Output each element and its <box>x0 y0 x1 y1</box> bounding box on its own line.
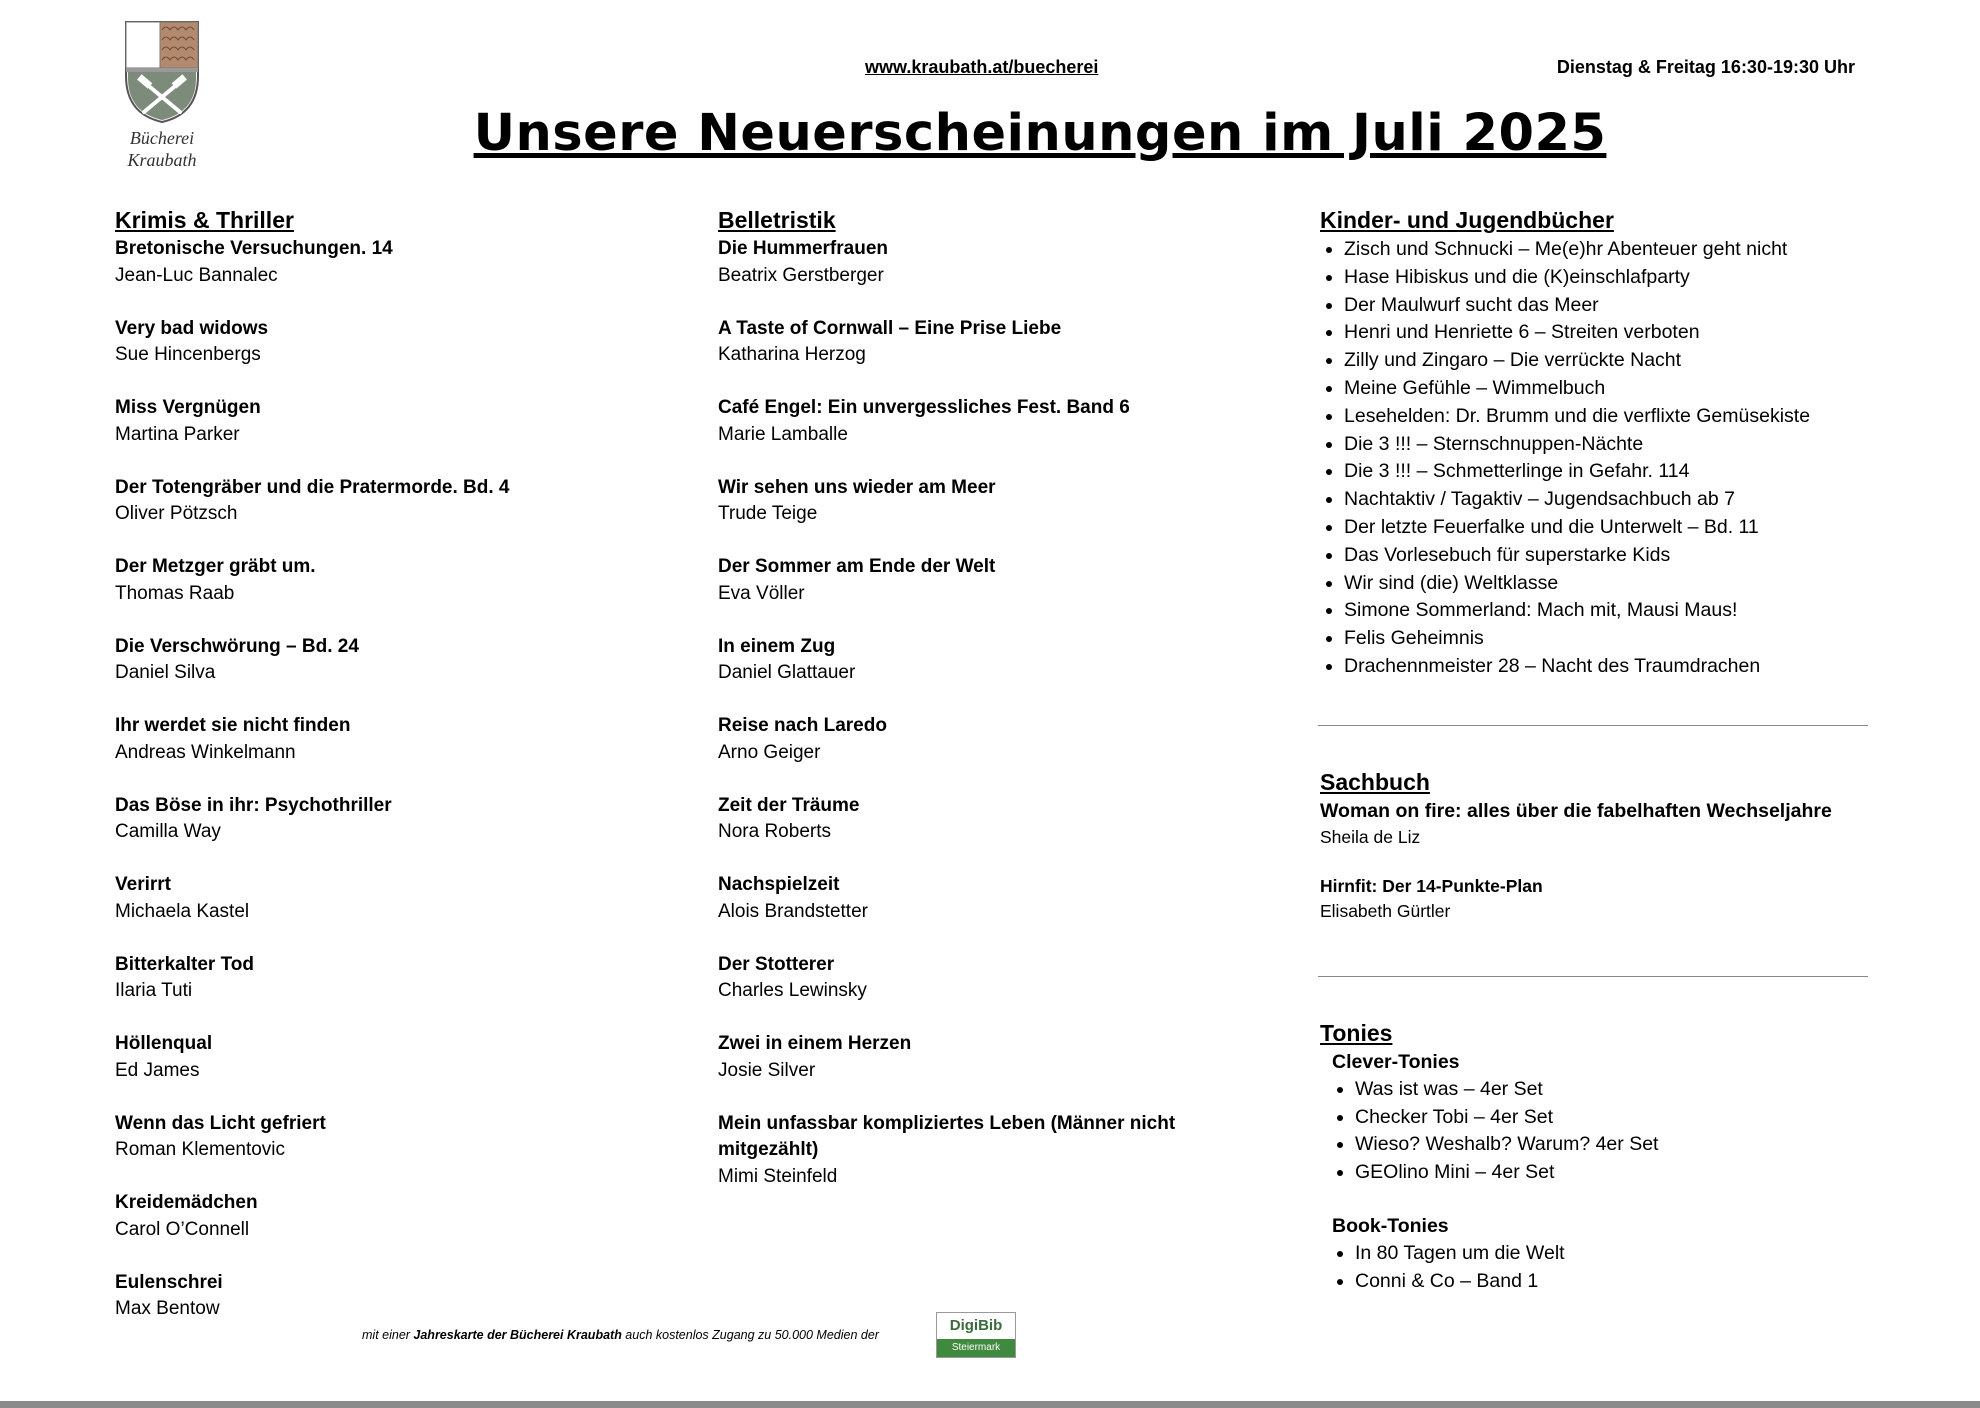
book-entry <box>115 1111 675 1164</box>
book-author: Sue Hincenbergs <box>115 344 261 365</box>
book-entry <box>115 1190 675 1243</box>
list-item: • Conni & Co – Band 1 <box>1355 1268 1880 1296</box>
book-title: Wir sehen uns wieder am Meer <box>718 476 996 498</box>
book-entry <box>718 236 1238 289</box>
list-item: • Zisch und Schnucki – Me(e)hr Abenteuer geht nicht <box>1344 236 1880 264</box>
book-author: Trude Teige <box>718 503 818 524</box>
book-title: Bretonische Versuchungen. 14 <box>115 238 393 259</box>
book-title: In einem Zug <box>718 635 836 657</box>
section-divider <box>1318 725 1868 726</box>
logo-text-line1: Bücherei <box>129 128 195 148</box>
list-item: • Meine Gefühle – Wimmelbuch <box>1344 375 1880 403</box>
digibib-logo-top: DigiBib <box>949 1317 1003 1334</box>
list-item: • Die 3 !!! – Sternschnuppen-Nächte <box>1344 431 1880 459</box>
book-author: Camilla Way <box>115 821 221 842</box>
list-item: • Checker Tobi – 4er Set <box>1355 1104 1880 1132</box>
book-entry <box>718 554 1238 607</box>
book-entry <box>115 1031 675 1084</box>
book-entry <box>718 316 1238 369</box>
list-item: • GEOlino Mini – 4er Set <box>1355 1159 1880 1187</box>
book-entry <box>115 952 675 1005</box>
book-author: Elisabeth Gürtler <box>1320 900 1451 921</box>
book-entry <box>115 793 675 846</box>
book-author: Oliver Pötzsch <box>115 503 238 524</box>
book-author: Carol O’Connell <box>115 1218 250 1240</box>
kinder-heading: Kinder- und Jugendbücher <box>1320 207 1614 233</box>
book-title: Very bad widows <box>115 317 269 339</box>
book-title: Mein unfassbar kompliziertes Leben (Männer nicht mitgezählt) <box>718 1112 1176 1160</box>
page-title: Unsere Neuerscheinungen im Juli 2025 <box>473 104 1607 163</box>
book-entry <box>115 475 675 528</box>
book-author: Arno Geiger <box>718 741 821 763</box>
book-author: Nora Roberts <box>718 821 831 842</box>
book-title: A Taste of Cornwall – Eine Prise Liebe <box>718 317 1062 339</box>
list-item: • Nachtaktiv / Tagaktiv – Jugendsachbuch ab 7 <box>1344 486 1880 514</box>
book-title: Zeit der Träume <box>718 794 860 816</box>
footer-text-post: auch kostenlos Zugang zu 50.000 Medien der <box>621 1328 879 1342</box>
book-entry <box>115 1270 675 1323</box>
tonies-group-title: Clever-Tonies <box>1332 1050 1460 1073</box>
digibib-logo <box>936 1312 1016 1358</box>
footer-text-bold: Jahreskarte der Bücherei Kraubath <box>413 1328 622 1342</box>
list-item: • Drachennmeister 28 – Nacht des Traumdrachen <box>1344 653 1880 681</box>
book-title: Hirnfit: Der 14-Punkte-Plan <box>1320 875 1543 896</box>
tonies-heading: Tonies <box>1320 1019 1393 1046</box>
book-entry <box>115 236 675 289</box>
book-title: Eulenschrei <box>115 1271 223 1293</box>
logo-text-line2: Kraubath <box>127 150 197 170</box>
list-item: • Felis Geheimnis <box>1344 625 1880 653</box>
book-title: Höllenqual <box>115 1033 213 1054</box>
right-column <box>1320 204 1880 1296</box>
book-entry <box>718 395 1238 448</box>
website-link[interactable]: www.kraubath.at/buecherei <box>865 57 1099 77</box>
book-author: Martina Parker <box>115 423 240 445</box>
book-entry <box>115 395 675 448</box>
belletristik-column <box>718 204 1238 1217</box>
krimis-heading: Krimis & Thriller <box>115 207 294 233</box>
book-title: Woman on fire: alles über die fabelhaften Wechseljahre <box>1320 799 1832 822</box>
opening-hours: Dienstag & Freitag 16:30-19:30 Uhr <box>1556 57 1855 77</box>
sachbuch-heading: Sachbuch <box>1320 768 1430 795</box>
book-entry <box>718 1031 1238 1084</box>
book-author: Jean-Luc Bannalec <box>115 264 278 286</box>
sachbuch-section <box>1320 766 1880 924</box>
list-item: • In 80 Tagen um die Welt <box>1355 1240 1880 1268</box>
book-title: Wenn das Licht gefriert <box>115 1112 326 1134</box>
book-author: Charles Lewinsky <box>718 980 867 1001</box>
bottom-bar <box>0 1401 1980 1408</box>
book-title: Café Engel: Ein unvergessliches Fest. Band 6 <box>718 397 1130 418</box>
list-item: • Zilly und Zingaro – Die verrückte Nacht <box>1344 347 1880 375</box>
book-author: Josie Silver <box>718 1059 816 1081</box>
list-item: • Was ist was – 4er Set <box>1355 1076 1880 1104</box>
book-author: Eva Völler <box>718 582 805 604</box>
list-item: • Das Vorlesebuch für superstarke Kids <box>1344 542 1880 570</box>
krimis-column <box>115 204 675 1349</box>
book-title: Nachspielzeit <box>718 874 840 895</box>
book-entry <box>718 713 1238 766</box>
book-author: Daniel Glattauer <box>718 662 856 683</box>
book-title: Die Verschwörung – Bd. 24 <box>115 635 359 657</box>
book-title: Das Böse in ihr: Psychothriller <box>115 794 392 816</box>
footer-note <box>362 1328 879 1342</box>
list-item: • Simone Sommerland: Mach mit, Mausi Maus! <box>1344 597 1880 625</box>
kinder-list <box>1320 236 1880 681</box>
book-title: Verirrt <box>115 874 171 895</box>
footer-text-pre: mit einer <box>362 1328 414 1342</box>
book-entry <box>718 1111 1238 1191</box>
book-title: Miss Vergnügen <box>115 397 261 418</box>
book-entry <box>115 872 675 925</box>
book-entry <box>115 554 675 607</box>
book-title: Die Hummerfrauen <box>718 238 888 259</box>
book-entry <box>718 634 1238 687</box>
book-author: Alois Brandstetter <box>718 900 868 922</box>
tonies-section <box>1320 1017 1880 1296</box>
book-title: Kreidemädchen <box>115 1192 258 1213</box>
book-title: Der Totengräber und die Pratermorde. Bd. 4 <box>115 476 510 498</box>
list-item: • Hase Hibiskus und die (K)einschlafparty <box>1344 264 1880 292</box>
list-item: • Lesehelden: Dr. Brumm und die verflixte Gemüsekiste <box>1344 403 1880 431</box>
tonies-list <box>1320 1240 1880 1296</box>
list-item: • Wir sind (die) Weltklasse <box>1344 570 1880 598</box>
book-title: Der Sommer am Ende der Welt <box>718 556 996 577</box>
book-author: Michaela Kastel <box>115 900 250 922</box>
section-divider <box>1318 976 1868 977</box>
book-entry <box>718 952 1238 1005</box>
list-item: • Henri und Henriette 6 – Streiten verboten <box>1344 319 1880 347</box>
book-author: Katharina Herzog <box>718 344 866 365</box>
list-item: • Der letzte Feuerfalke und die Unterwelt – Bd. 11 <box>1344 514 1880 542</box>
book-author: Ilaria Tuti <box>115 980 193 1001</box>
book-entry <box>115 634 675 687</box>
book-author: Thomas Raab <box>115 582 235 604</box>
book-entry <box>718 872 1238 925</box>
book-title: Zwei in einem Herzen <box>718 1033 912 1054</box>
book-entry <box>115 316 675 369</box>
book-author: Marie Lamballe <box>718 423 848 445</box>
book-author: Max Bentow <box>115 1298 220 1319</box>
book-author: Andreas Winkelmann <box>115 741 296 763</box>
book-author: Mimi Steinfeld <box>718 1165 838 1187</box>
book-author: Sheila de Liz <box>1320 826 1421 847</box>
list-item: • Die 3 !!! – Schmetterlinge in Gefahr. 114 <box>1344 458 1880 486</box>
book-title: Bitterkalter Tod <box>115 953 255 975</box>
book-entry <box>115 713 675 766</box>
list-item: • Wieso? Weshalb? Warum? 4er Set <box>1355 1131 1880 1159</box>
tonies-list <box>1320 1076 1880 1187</box>
list-item: • Der Maulwurf sucht das Meer <box>1344 292 1880 320</box>
book-author: Daniel Silva <box>115 662 216 683</box>
book-entry <box>718 475 1238 528</box>
book-title: Reise nach Laredo <box>718 715 887 736</box>
book-author: Beatrix Gerstberger <box>718 264 884 286</box>
tonies-group-title: Book-Tonies <box>1332 1214 1449 1237</box>
book-entry <box>718 793 1238 846</box>
belletristik-heading: Belletristik <box>718 207 836 233</box>
book-author: Ed James <box>115 1059 200 1081</box>
book-title: Ihr werdet sie nicht finden <box>115 715 351 736</box>
digibib-logo-bottom: Steiermark <box>937 1339 1015 1357</box>
book-author: Roman Klementovic <box>115 1139 286 1160</box>
book-title: Der Stotterer <box>718 953 835 975</box>
book-title: Der Metzger gräbt um. <box>115 556 316 577</box>
